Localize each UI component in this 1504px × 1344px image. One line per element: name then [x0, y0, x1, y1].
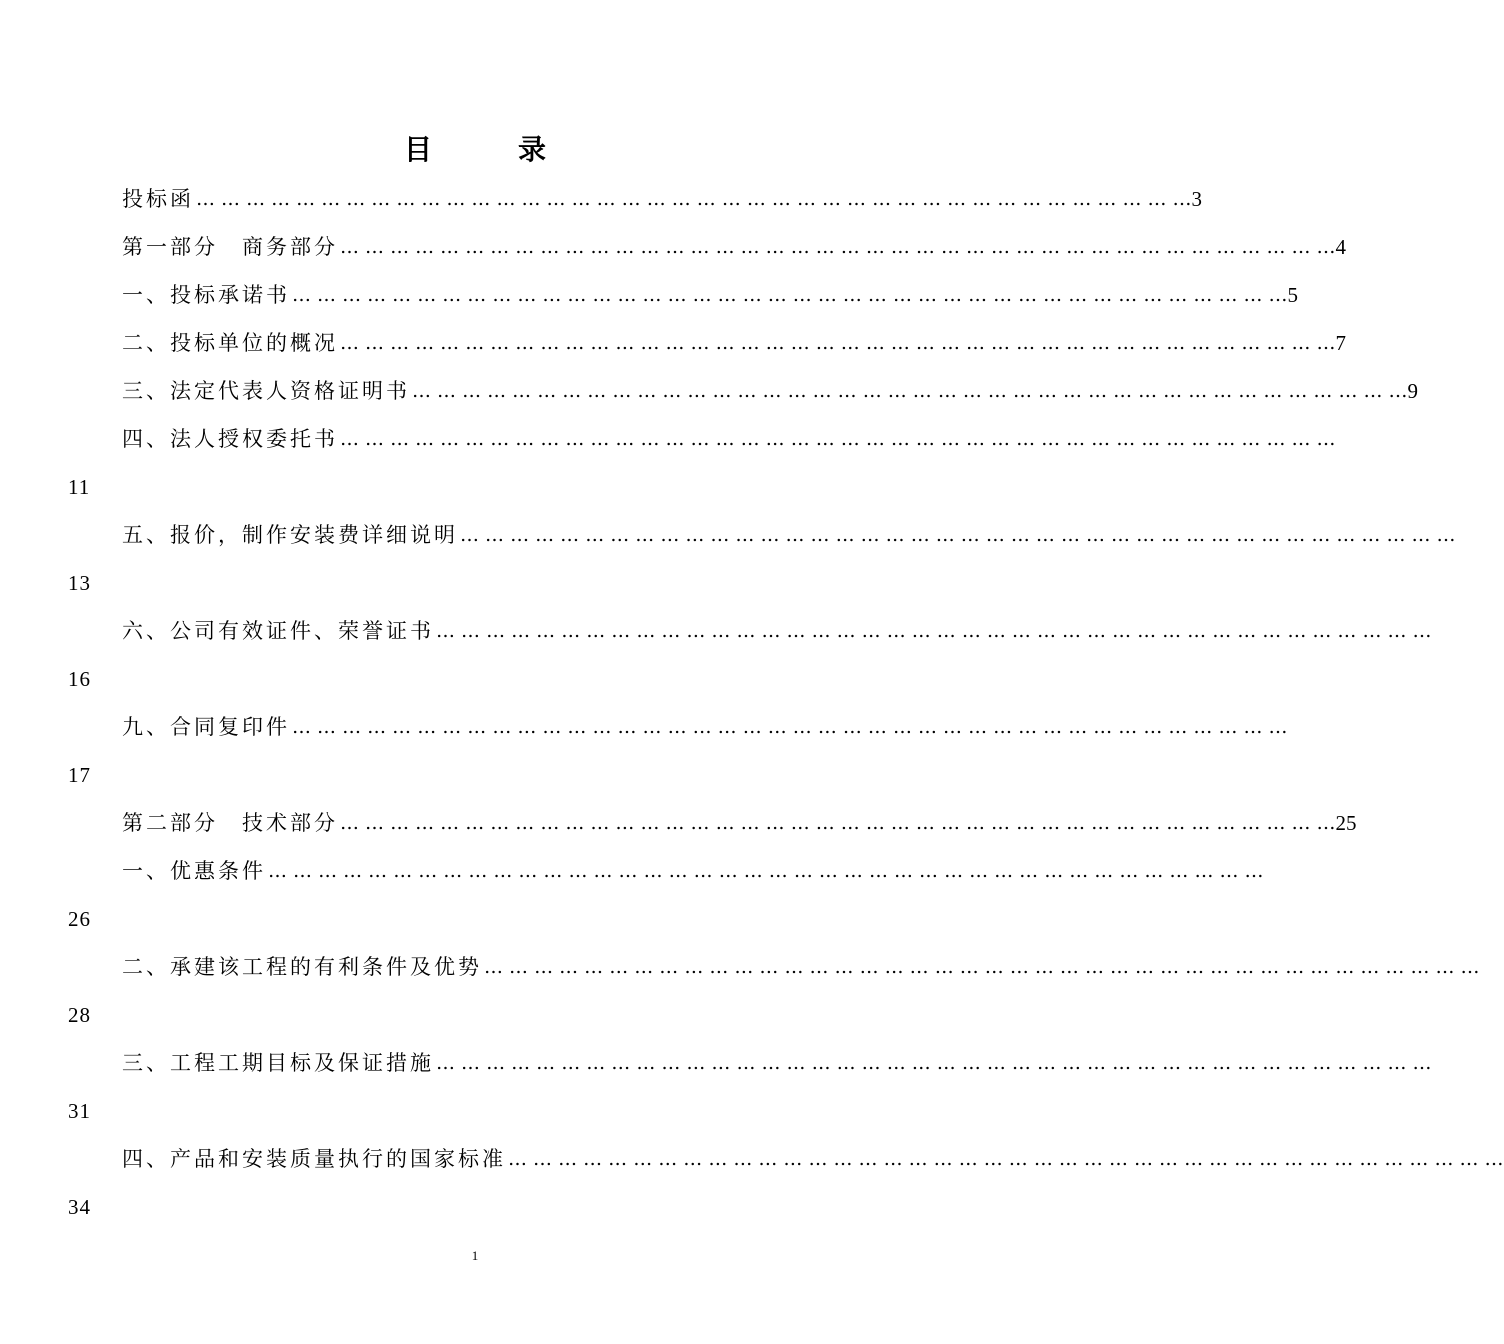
- toc-entry-part-one-business[interactable]: [122, 228, 1347, 260]
- toc-entry-page: 4: [1335, 235, 1347, 259]
- toc-entry-label: 六、公司有效证件、荣誉证书: [122, 619, 434, 643]
- toc-entry-label: 第二部分 技术部分: [122, 811, 338, 835]
- toc-leader: … … … … … … … … … … … … … … … … … … … … … … … … … … … … … … … … … … … … … … … …: [484, 956, 1480, 978]
- toc-entry-page: 26: [68, 907, 91, 931]
- toc-entry-page: 7: [1335, 331, 1347, 355]
- toc-entry-label: 一、投标承诺书: [122, 283, 290, 307]
- toc-entry-label: 一、优惠条件: [122, 859, 266, 883]
- toc-leader: … … … … … … … … … … … … … … … … … … … … … … … … … … … … … … … … … … … … … … … …: [196, 188, 1192, 210]
- toc-entry-page: 11: [68, 475, 91, 499]
- toc-entry-bid-commitment[interactable]: [122, 276, 1299, 308]
- toc-entry-quotation-details[interactable]: [122, 516, 1456, 548]
- toc-entry-page: 13: [68, 571, 91, 595]
- toc-entry-page: 31: [68, 1099, 91, 1123]
- toc-entry-page: 34: [68, 1195, 91, 1219]
- toc-entry-label: 三、工程工期目标及保证措施: [122, 1051, 434, 1075]
- toc-leader: … … … … … … … … … … … … … … … … … … … … … … … … … … … … … … … … … … … … … … … …: [340, 332, 1336, 354]
- toc-leader: … … … … … … … … … … … … … … … … … … … … … … … … … … … … … … … … … … … … … … … …: [436, 1052, 1432, 1074]
- toc-entry-advantages[interactable]: [122, 948, 1480, 980]
- toc-leader: … … … … … … … … … … … … … … … … … … … … … … … … … … … … … … … … … … … … … … … …: [340, 236, 1336, 258]
- toc-entry-bid-letter[interactable]: [122, 180, 1203, 212]
- toc-entry-label: 四、产品和安装质量执行的国家标准: [122, 1147, 506, 1171]
- toc-leader: … … … … … … … … … … … … … … … … … … … … … … … … … … … … … … … … … … … … … … … …: [340, 812, 1336, 834]
- toc-leader: … … … … … … … … … … … … … … … … … … … … … … … … … … … … … … … … … … … … … … … …: [340, 428, 1336, 450]
- toc-leader: … … … … … … … … … … … … … … … … … … … … … … … … … … … … … … … … … … … … … … … …: [412, 380, 1408, 402]
- toc-entry-page: 3: [1191, 187, 1203, 211]
- toc-leader: … … … … … … … … … … … … … … … … … … … … … … … … … … … … … … … … … … … … … … … …: [508, 1148, 1504, 1170]
- toc-entry-label: 五、报价，制作安装费详细说明: [122, 523, 458, 547]
- toc-entry-page: 17: [68, 763, 91, 787]
- toc-entry-label: 四、法人授权委托书: [122, 427, 338, 451]
- toc-entry-label: 二、投标单位的概况: [122, 331, 338, 355]
- title-part-2: 录: [518, 133, 547, 166]
- toc-entry-legal-rep-certificate[interactable]: [122, 372, 1419, 404]
- footer-page-number: 1: [471, 1248, 479, 1263]
- toc-entry-schedule-measures[interactable]: [122, 1044, 1432, 1076]
- toc-entry-page: 9: [1407, 379, 1419, 403]
- toc-leader: … … … … … … … … … … … … … … … … … … … … … … … … … … … … … … … … … … … … … … … …: [292, 716, 1288, 738]
- toc-leader: … … … … … … … … … … … … … … … … … … … … … … … … … … … … … … … … … … … … … … … …: [460, 524, 1456, 546]
- toc-leader: … … … … … … … … … … … … … … … … … … … … … … … … … … … … … … … … … … … … … … … …: [292, 284, 1288, 306]
- toc-entry-label: 九、合同复印件: [122, 715, 290, 739]
- toc-entry-part-two-technical[interactable]: [122, 804, 1357, 836]
- toc-entry-quality-standards[interactable]: [122, 1140, 1504, 1172]
- toc-entry-bidder-overview[interactable]: [122, 324, 1347, 356]
- toc-entry-label: 三、法定代表人资格证明书: [122, 379, 410, 403]
- toc-entry-contract-copies[interactable]: [122, 708, 1288, 740]
- toc-entry-page: 25: [1335, 811, 1357, 835]
- toc-entry-preferential-terms[interactable]: [122, 852, 1264, 884]
- toc-entry-power-of-attorney[interactable]: [122, 420, 1336, 452]
- toc-leader: … … … … … … … … … … … … … … … … … … … … … … … … … … … … … … … … … … … … … … … …: [268, 860, 1264, 882]
- toc-leader: … … … … … … … … … … … … … … … … … … … … … … … … … … … … … … … … … … … … … … … …: [436, 620, 1432, 642]
- toc-entry-page: 28: [68, 1003, 91, 1027]
- toc-entry-label: 二、承建该工程的有利条件及优势: [122, 955, 482, 979]
- toc-entry-label: 投标函: [122, 187, 194, 211]
- toc-entry-page: 5: [1287, 283, 1299, 307]
- title-part-1: 目: [403, 133, 432, 166]
- toc-entry-company-certificates[interactable]: [122, 612, 1432, 644]
- toc-entry-label: 第一部分 商务部分: [122, 235, 338, 259]
- toc-entry-page: 16: [68, 667, 91, 691]
